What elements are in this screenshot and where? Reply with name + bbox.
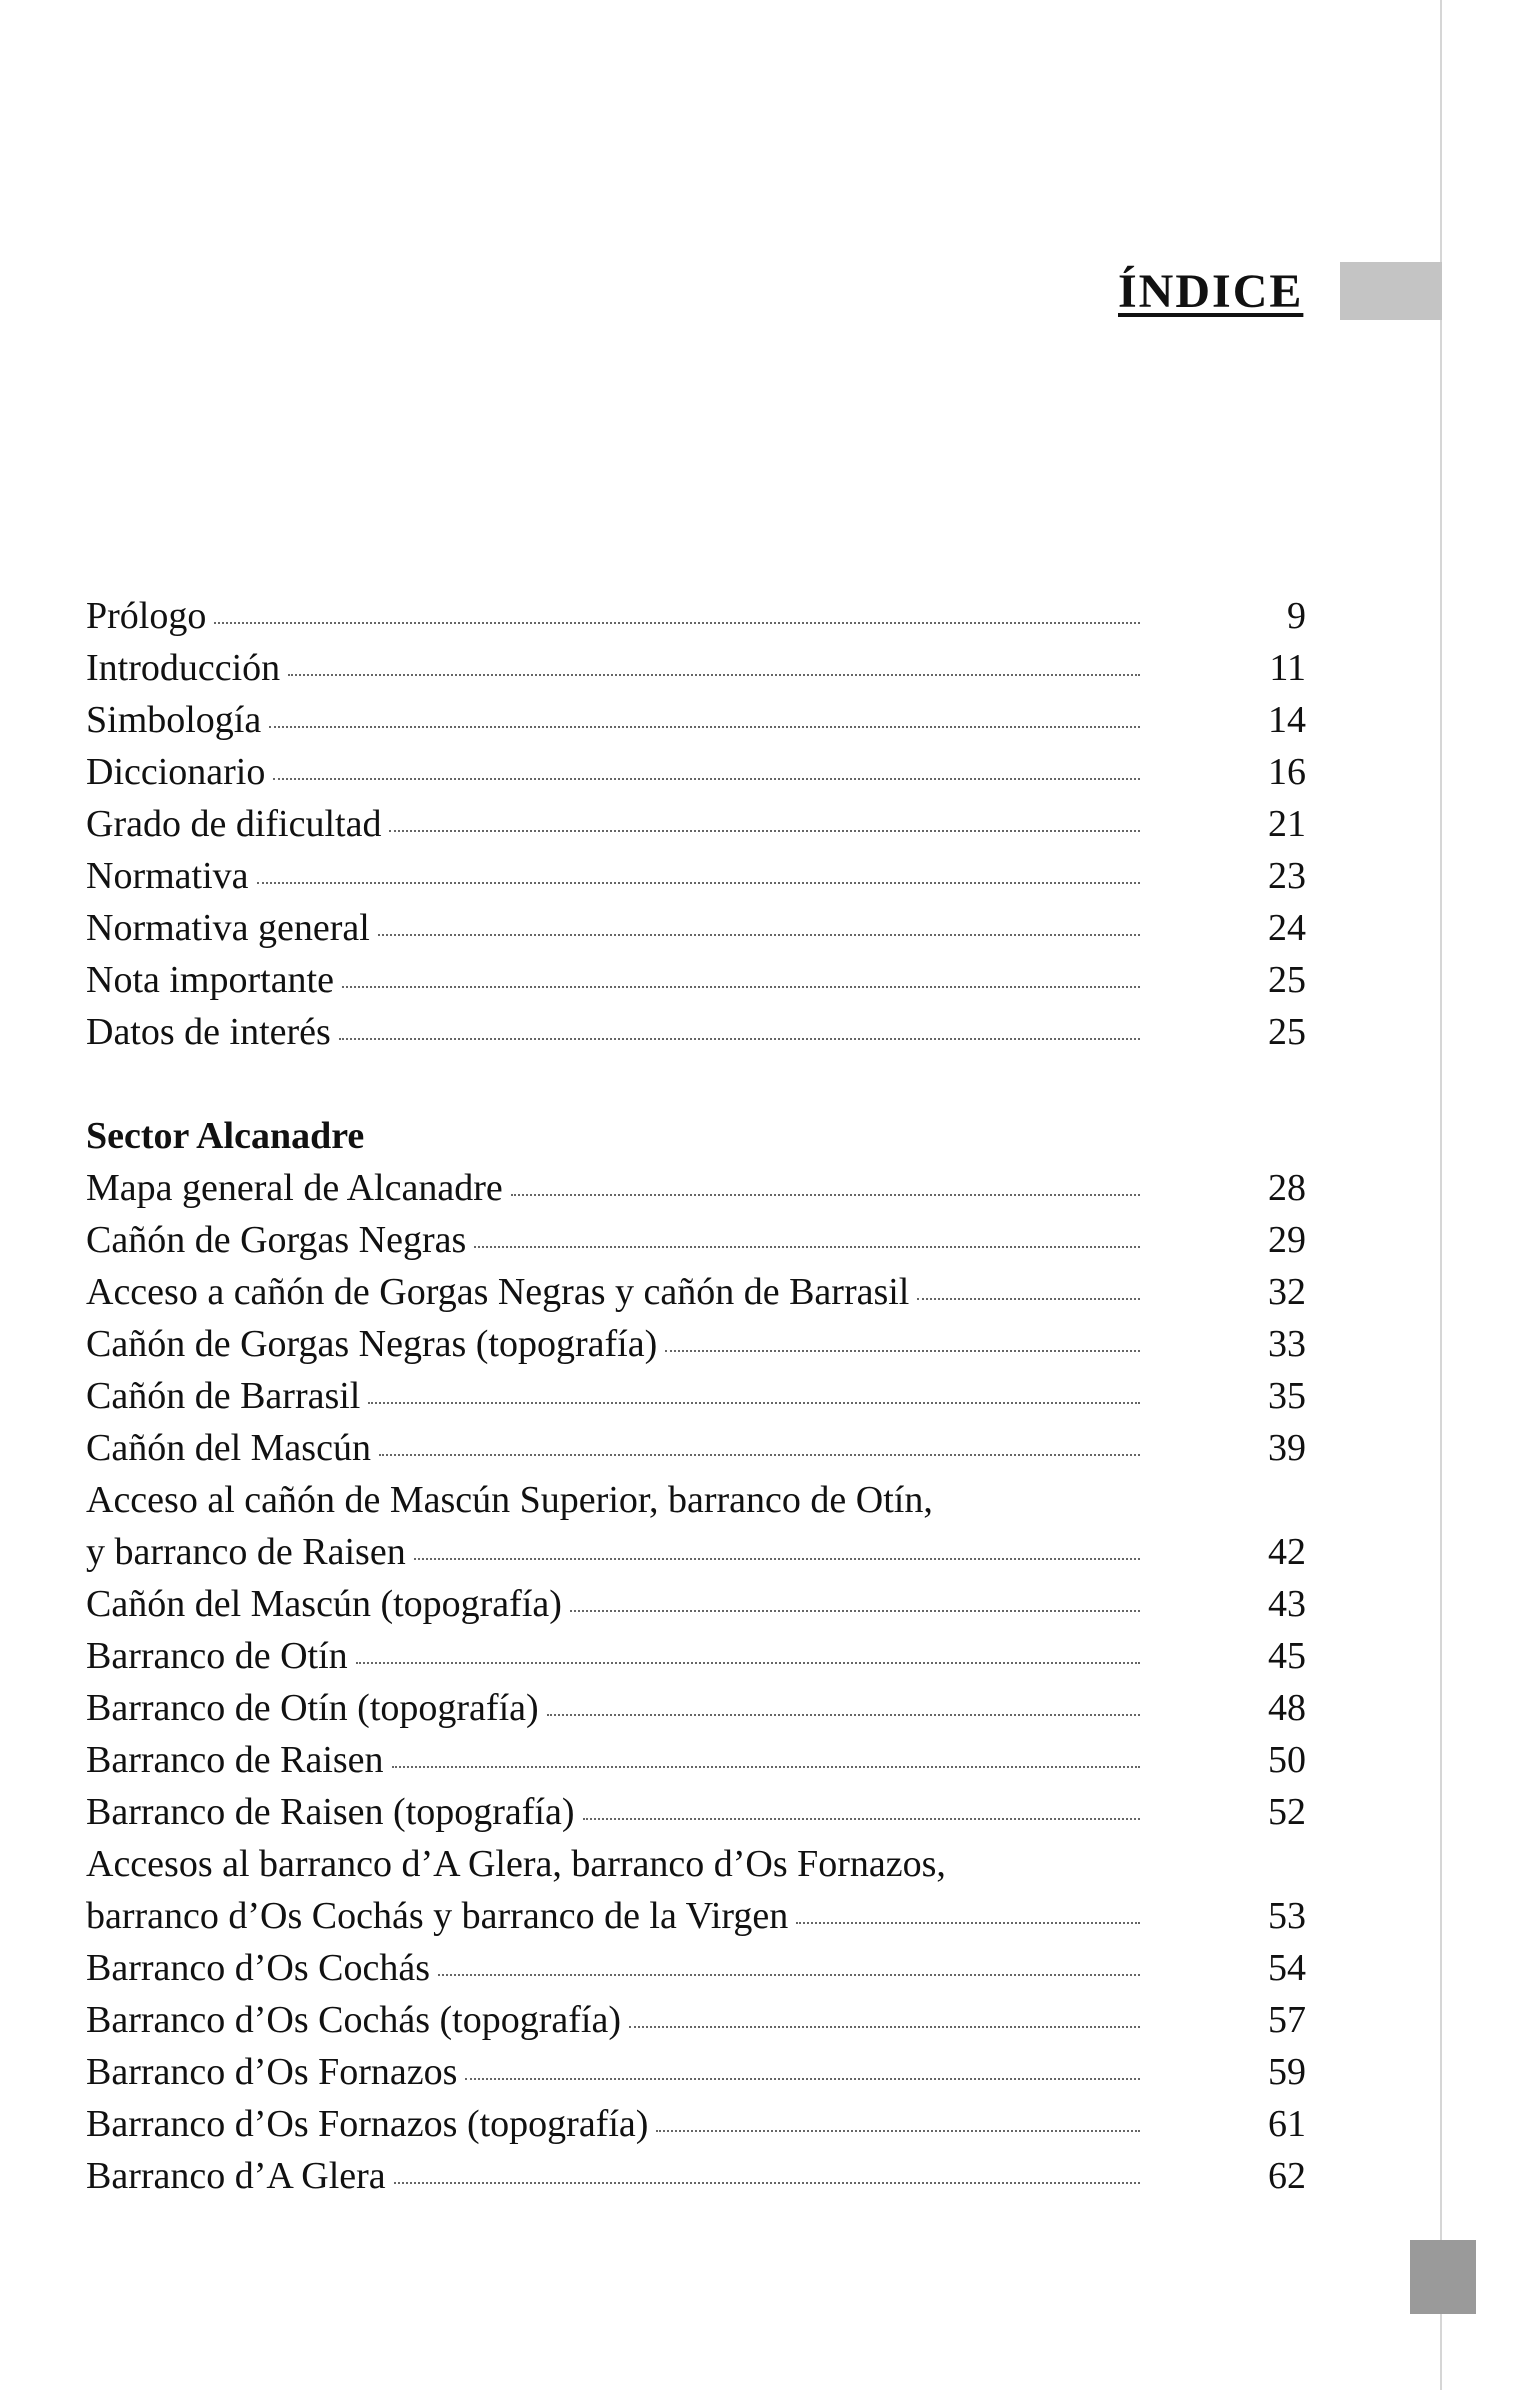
dot-leader	[438, 1974, 1140, 1976]
toc-front-section	[86, 590, 1306, 1058]
dot-leader	[214, 622, 1140, 624]
dot-leader	[342, 986, 1140, 988]
toc-entry-label: Acceso al cañón de Mascún Superior, barranco de Otín,	[86, 1479, 933, 1521]
toc-entry-page-number: 21	[1268, 803, 1306, 845]
toc-entry-label: Cañón de Gorgas Negras (topografía)	[86, 1323, 658, 1365]
dot-leader	[656, 2130, 1140, 2132]
dot-leader	[257, 882, 1140, 884]
toc-entry-label: y barranco de Raisen	[86, 1531, 406, 1573]
toc-entry-page-number: 48	[1268, 1687, 1306, 1729]
leader-wrap	[457, 2082, 1246, 2084]
toc-entry[interactable]	[86, 1318, 1306, 1370]
toc-entry[interactable]	[86, 1578, 1306, 1630]
toc-entry-page-number: 43	[1268, 1583, 1306, 1625]
toc-entry[interactable]	[86, 590, 1306, 642]
dot-leader	[269, 726, 1140, 728]
toc-entry[interactable]	[86, 694, 1306, 746]
leader-wrap	[386, 2186, 1246, 2188]
toc-entry-label: Barranco de Raisen	[86, 1739, 384, 1781]
toc-entry[interactable]	[86, 2098, 1306, 2150]
toc-entry-page-number: 61	[1268, 2103, 1306, 2145]
dot-leader	[414, 1558, 1140, 1560]
thumb-index-tab	[1410, 2240, 1476, 2314]
toc-entry-label: Barranco d’Os Cochás (topografía)	[86, 1999, 621, 2041]
toc-entry-label: Barranco d’Os Cochás	[86, 1947, 431, 1989]
toc-entry-label: Barranco d’Os Fornazos (topografía)	[86, 2103, 649, 2145]
leader-wrap	[466, 1250, 1246, 1252]
toc-entry-page-number: 62	[1268, 2155, 1306, 2197]
toc-entry-label: Barranco de Otín	[86, 1635, 348, 1677]
leader-wrap	[539, 1718, 1246, 1720]
dot-leader	[273, 778, 1140, 780]
toc-entry[interactable]	[86, 1370, 1306, 1422]
toc-entry-label: Introducción	[86, 647, 281, 689]
dot-leader	[511, 1194, 1140, 1196]
toc-entry-page-number: 16	[1268, 751, 1306, 793]
toc-entry[interactable]	[86, 1266, 1306, 1318]
toc-entry-page-number: 14	[1268, 699, 1306, 741]
toc-entry-page-number: 42	[1268, 1531, 1306, 1573]
leader-wrap	[430, 1978, 1246, 1980]
page-title: ÍNDICE	[1118, 265, 1304, 318]
toc-entry[interactable]	[86, 1630, 1306, 1682]
toc-entry-label: Mapa general de Alcanadre	[86, 1167, 503, 1209]
leader-wrap	[331, 1042, 1246, 1044]
dot-leader	[665, 1350, 1140, 1352]
sector-heading: Sector Alcanadre	[86, 1115, 365, 1157]
leader-wrap	[280, 678, 1246, 680]
toc-entry[interactable]	[86, 1162, 1306, 1214]
dot-leader	[394, 2182, 1140, 2184]
leader-wrap	[360, 1406, 1246, 1408]
toc-entry-page-number: 54	[1268, 1947, 1306, 1989]
toc-entry[interactable]	[86, 1682, 1306, 1734]
leader-wrap	[406, 1562, 1246, 1564]
toc-entry-page-number: 25	[1268, 1011, 1306, 1053]
toc-entry[interactable]	[86, 1734, 1306, 1786]
leader-wrap	[381, 834, 1246, 836]
toc-entry-page-number: 24	[1268, 907, 1306, 949]
leader-wrap	[562, 1614, 1246, 1616]
leader-wrap	[371, 1458, 1246, 1460]
toc-entry-page-number: 59	[1268, 2051, 1306, 2093]
toc-entry-label: Acceso a cañón de Gorgas Negras y cañón de Barrasil	[86, 1271, 910, 1313]
toc-sector-section	[86, 1110, 1306, 2202]
toc-entry-label: Diccionario	[86, 751, 266, 793]
toc-entry[interactable]	[86, 954, 1306, 1006]
toc-entry[interactable]	[86, 850, 1306, 902]
dot-leader	[465, 2078, 1140, 2080]
toc-entry-page-number: 35	[1268, 1375, 1306, 1417]
toc-entry-page-number: 29	[1268, 1219, 1306, 1261]
toc-entry[interactable]	[86, 1214, 1306, 1266]
toc-entry-label: Barranco de Raisen (topografía)	[86, 1791, 575, 1833]
toc-entry[interactable]	[86, 1786, 1306, 1838]
toc-entry-page-number: 33	[1268, 1323, 1306, 1365]
toc-entry-label: Cañón de Gorgas Negras	[86, 1219, 467, 1261]
leader-wrap	[788, 1926, 1246, 1928]
toc-entry[interactable]	[86, 1942, 1306, 1994]
dot-leader	[583, 1818, 1140, 1820]
toc-entry-page-number: 57	[1268, 1999, 1306, 2041]
toc-entry-label: Cañón del Mascún	[86, 1427, 371, 1469]
toc-entry-label: Barranco d’Os Fornazos	[86, 2051, 458, 2093]
table-of-contents	[86, 590, 1306, 2202]
dot-leader	[917, 1298, 1140, 1300]
toc-entry[interactable]	[86, 2046, 1306, 2098]
toc-entry[interactable]	[86, 1526, 1306, 1578]
leader-wrap	[575, 1822, 1246, 1824]
leader-wrap	[503, 1198, 1246, 1200]
dot-leader	[629, 2026, 1140, 2028]
toc-entry-page-number: 39	[1268, 1427, 1306, 1469]
toc-entry-label: barranco d’Os Cochás y barranco de la Virgen	[86, 1895, 789, 1937]
dot-leader	[392, 1766, 1140, 1768]
toc-entry[interactable]	[86, 1006, 1306, 1058]
toc-entry[interactable]	[86, 1422, 1306, 1474]
toc-entry-page-number: 32	[1268, 1271, 1306, 1313]
toc-entry-page-number: 28	[1268, 1167, 1306, 1209]
toc-entry[interactable]	[86, 1838, 1306, 1890]
sector-entries	[86, 1162, 1306, 2202]
toc-entry-page-number: 52	[1268, 1791, 1306, 1833]
toc-entry-page-number: 9	[1287, 595, 1306, 637]
dot-leader	[570, 1610, 1140, 1612]
leader-wrap	[206, 626, 1246, 628]
leader-wrap	[370, 938, 1246, 940]
toc-entry[interactable]	[86, 1890, 1306, 1942]
dot-leader	[356, 1662, 1140, 1664]
toc-entry-label: Normativa	[86, 855, 249, 897]
leader-wrap	[657, 1354, 1246, 1356]
toc-entry[interactable]	[86, 1474, 1306, 1526]
toc-entry-label: Barranco de Otín (topografía)	[86, 1687, 539, 1729]
dot-leader	[474, 1246, 1140, 1248]
leader-wrap	[909, 1302, 1246, 1304]
toc-entry-label: Accesos al barranco d’A Glera, barranco d’Os Fornazos,	[86, 1843, 946, 1885]
toc-entry-page-number: 50	[1268, 1739, 1306, 1781]
section-tab-marker	[1340, 262, 1442, 320]
dot-leader	[379, 1454, 1140, 1456]
toc-entry-page-number: 53	[1268, 1895, 1306, 1937]
page-edge-line	[1440, 0, 1442, 2390]
leader-wrap	[265, 782, 1246, 784]
toc-entry-label: Barranco d’A Glera	[86, 2155, 386, 2197]
toc-entry-label: Nota importante	[86, 959, 334, 1001]
leader-wrap	[348, 1666, 1246, 1668]
dot-leader	[389, 830, 1140, 832]
dot-leader	[796, 1922, 1140, 1924]
leader-wrap	[621, 2030, 1246, 2032]
toc-entry-label: Prólogo	[86, 595, 207, 637]
toc-entry[interactable]	[86, 746, 1306, 798]
dot-leader	[368, 1402, 1140, 1404]
toc-entry[interactable]	[86, 1994, 1306, 2046]
toc-entry[interactable]	[86, 642, 1306, 694]
toc-entry-page-number: 11	[1269, 647, 1306, 689]
toc-entry-page-number: 25	[1268, 959, 1306, 1001]
title-block	[1118, 265, 1304, 318]
toc-entry[interactable]	[86, 798, 1306, 850]
dot-leader	[339, 1038, 1140, 1040]
dot-leader	[288, 674, 1140, 676]
dot-leader	[547, 1714, 1140, 1716]
leader-wrap	[334, 990, 1246, 992]
leader-wrap	[249, 886, 1246, 888]
toc-entry-label: Datos de interés	[86, 1011, 331, 1053]
toc-entry-label: Simbología	[86, 699, 262, 741]
toc-entry-page-number: 23	[1268, 855, 1306, 897]
toc-entry[interactable]	[86, 2150, 1306, 2202]
leader-wrap	[648, 2134, 1246, 2136]
toc-entry-label: Cañón de Barrasil	[86, 1375, 361, 1417]
toc-entry-label: Cañón del Mascún (topografía)	[86, 1583, 562, 1625]
leader-wrap	[384, 1770, 1246, 1772]
toc-entry-label: Grado de dificultad	[86, 803, 382, 845]
toc-entry[interactable]	[86, 902, 1306, 954]
dot-leader	[378, 934, 1140, 936]
toc-entry-page-number: 45	[1268, 1635, 1306, 1677]
leader-wrap	[261, 730, 1246, 732]
toc-entry-label: Normativa general	[86, 907, 370, 949]
